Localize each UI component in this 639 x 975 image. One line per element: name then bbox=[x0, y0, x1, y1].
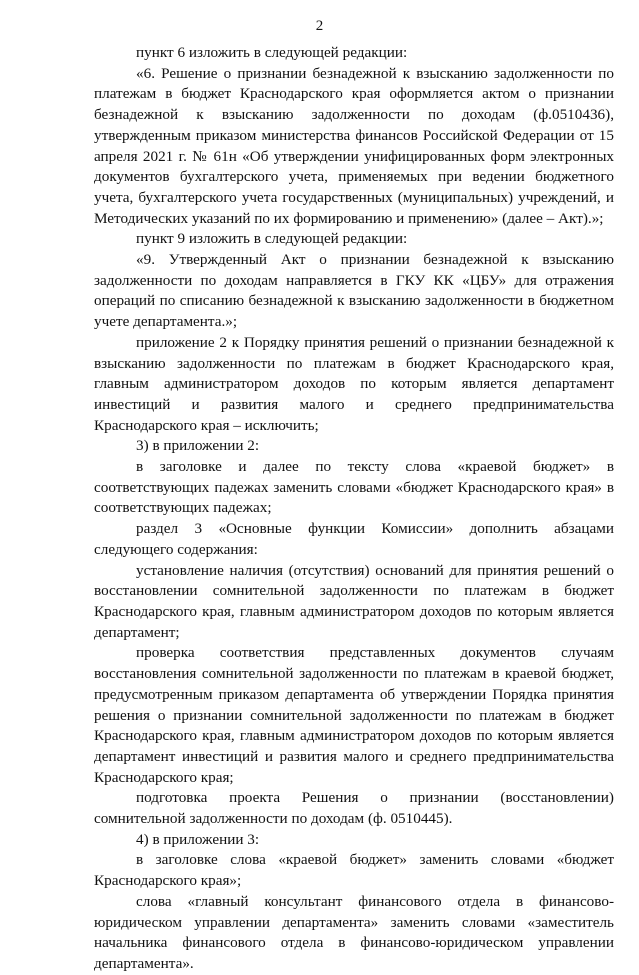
paragraph-14: слова «главный консультант финансового отдела в финансово-юридическом управлении департамента» заменить словами «заместитель начальника финансового отдела в финансово-юридическом управлении департамента». bbox=[94, 892, 614, 972]
paragraph-12: 4) в приложении 3: bbox=[136, 830, 260, 848]
paragraph-8: раздел 3 «Основные функции Комиссии» дополнить абзацами следующего содержания: bbox=[94, 520, 614, 558]
paragraph-6: 3) в приложении 2: bbox=[136, 437, 260, 455]
paragraph-9: установление наличия (отсутствия) оснований для принятия решений о восстановлении сомнительной задолженности по платежам в бюджет Краснодарского края, главным администратором доходов по которым является департамент; bbox=[94, 561, 614, 641]
paragraph-5: приложение 2 к Порядку принятия решений о признании безнадежной к взысканию задолженности по платежам в бюджет Краснодарского края, главным администратором доходов по которым является департамент инвестиций и развития малого и среднего предпринимательства Краснодарского края – исключить; bbox=[94, 333, 614, 434]
paragraph-2: «6. Решение о признании безнадежной к взысканию задолженности по платежам в бюджет Краснодарского края оформляется актом о признании безнадежной к взысканию задолженности по доходам (ф.0510436), утвержденным приказом министерства финансов Российской Федерации от 15 апреля 2021 г. № 61н «Об утверждении унифицированных форм электронных документов бухгалтерского учета, применяемых при ведении бюджетного учета, бухгалтерского учета государственных (муниципальных) учреждений, и Методических указаний по их формированию и применению» (далее – Акт).»; bbox=[94, 64, 614, 227]
paragraph-4: «9. Утвержденный Акт о признании безнадежной к взысканию задолженности по доходам направляется в ГКУ КК «ЦБУ» для отражения операций по списанию безнадежной к взысканию задолженности в бюджетном учете департамента.»; bbox=[94, 251, 614, 331]
paragraph-10: проверка соответствия представленных документов случаям восстановления сомнительной задолженности по платежам в краевой бюджет, предусмотренным приказом департамента об утверждении Порядка принятия решения о признании сомнительной задолженности по платежам в бюджет Краснодарского края, главным администратором доходов по которым является департамент инвестиций и развития малого и среднего предпринимательства Краснодарского края; bbox=[94, 644, 614, 786]
paragraph-3: пункт 9 изложить в следующей редакции: bbox=[136, 230, 408, 248]
document-body bbox=[94, 43, 614, 975]
paragraph-7: в заголовке и далее по тексту слова «краевой бюджет» в соответствующих падежах заменить словами «бюджет Краснодарского края» в соответствующих падежах; bbox=[94, 458, 614, 517]
page-number: 2 bbox=[315, 18, 324, 34]
paragraph-11: подготовка проекта Решения о признании (восстановлении) сомнительной задолженности по доходам (ф. 0510445). bbox=[94, 789, 614, 828]
paragraph-13: в заголовке слова «краевой бюджет» заменить словами «бюджет Краснодарского края»; bbox=[94, 851, 614, 890]
paragraph-1: пункт 6 изложить в следующей редакции: bbox=[136, 44, 408, 61]
